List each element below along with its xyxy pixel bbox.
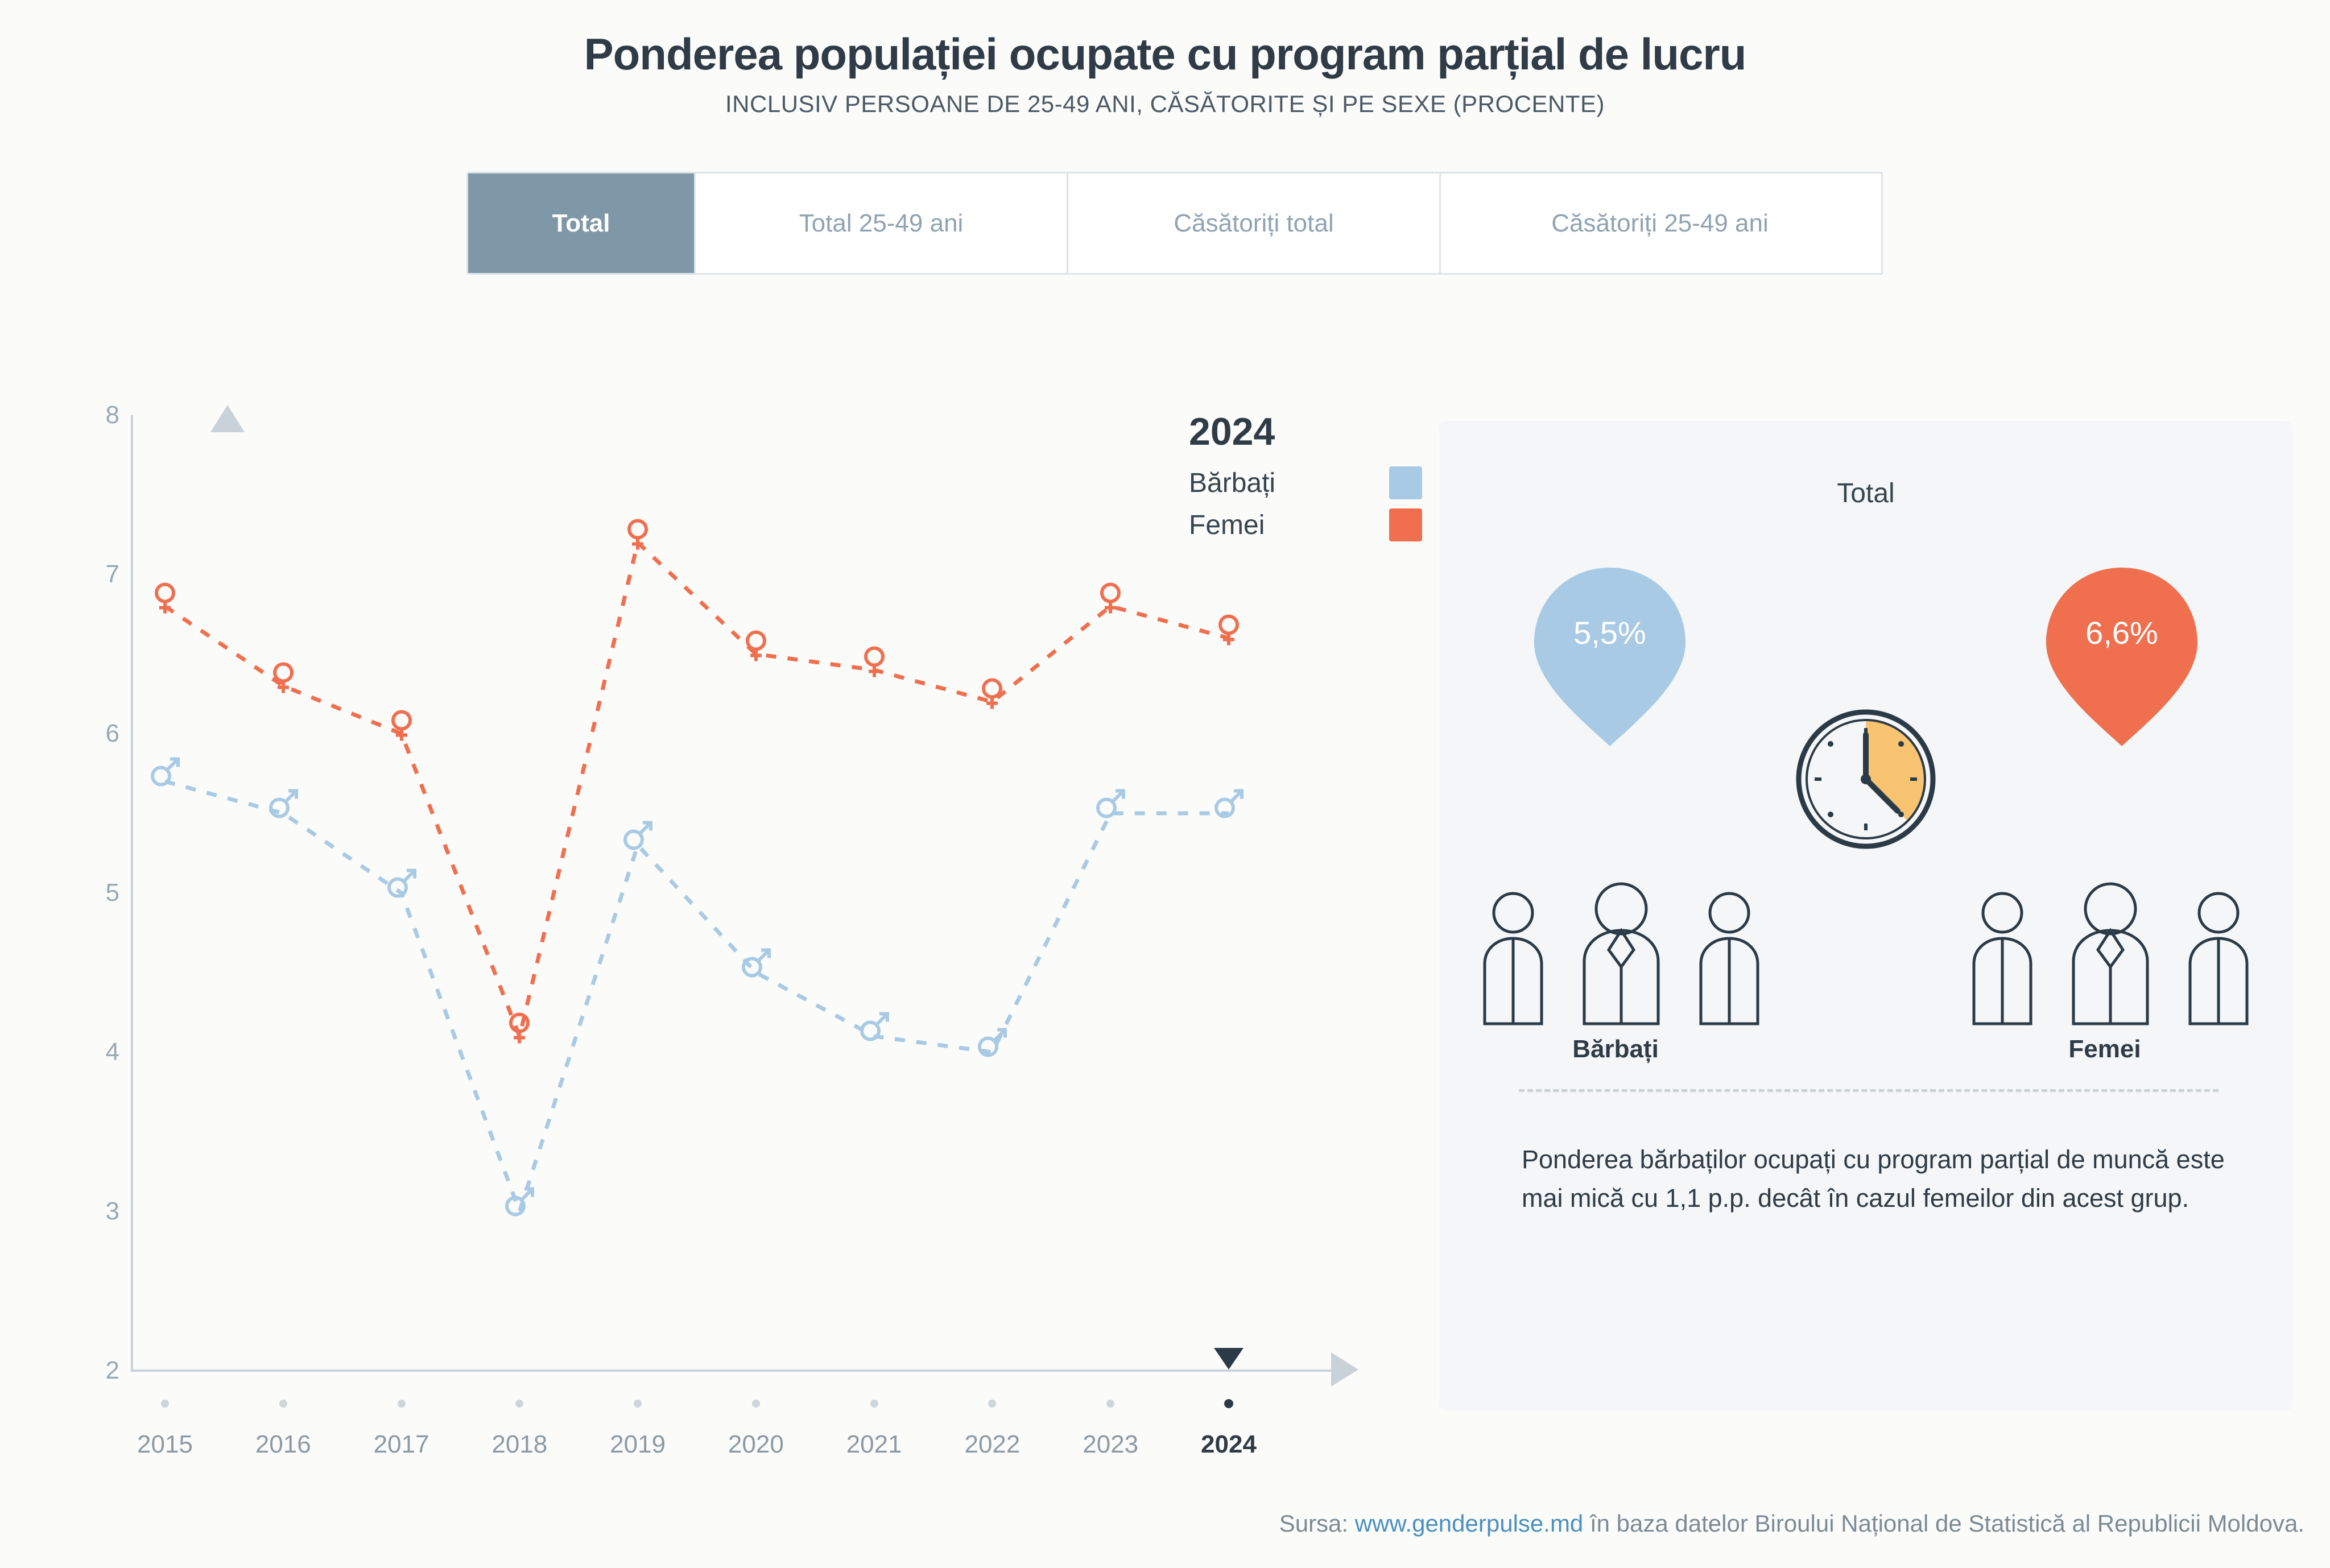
x-tick-2020[interactable]: 2020 — [728, 1430, 784, 1458]
x-tick-2018[interactable]: 2018 — [491, 1430, 548, 1458]
male-symbol-icon — [502, 1185, 537, 1223]
female-symbol-icon — [738, 628, 774, 667]
legend-year: 2024 — [1189, 410, 1275, 453]
tab-casatoriti-total[interactable]: Căsătoriți total — [1068, 173, 1441, 273]
y-tick-5: 5 — [105, 879, 119, 907]
people-label-femei: Femei — [2068, 1035, 2141, 1063]
x-tick-2019[interactable]: 2019 — [610, 1430, 666, 1458]
tab-total-25-49[interactable]: Total 25-49 ani — [696, 173, 1068, 273]
pin-barbati — [1527, 563, 1692, 751]
page-subtitle: INCLUSIV PERSOANE DE 25-49 ANI, CĂSĂTORITE ȘI PE SEXE (PROCENTE) — [725, 90, 1605, 117]
y-tick-3: 3 — [105, 1197, 119, 1225]
map-pin-icon — [2039, 563, 2204, 751]
male-symbol-icon — [857, 1010, 892, 1048]
series-line-bărbați — [165, 781, 1229, 1211]
female-symbol-icon — [857, 644, 892, 682]
series-line-femei — [165, 543, 1229, 1036]
male-symbol-icon — [1211, 787, 1246, 825]
panel-note: Ponderea bărbaților ocupați cu program parțial de muncă este mai mică cu 1,1 p.p. decât în cazul femeilor din acest grup. — [1522, 1145, 2225, 1213]
panel-divider — [1519, 1089, 2219, 1092]
y-tick-2: 2 — [105, 1356, 119, 1384]
female-symbol-icon — [1211, 613, 1246, 651]
legend-swatch-barbati — [1389, 466, 1422, 499]
x-tick-2021[interactable]: 2021 — [846, 1430, 902, 1458]
map-pin-icon — [1527, 563, 1692, 751]
people-group-femei-icon — [1951, 882, 2270, 1029]
x-tick-2023[interactable]: 2023 — [1083, 1430, 1139, 1458]
female-symbol-icon — [1093, 581, 1128, 619]
male-symbol-icon — [620, 818, 655, 857]
male-symbol-icon — [266, 787, 301, 825]
y-tick-4: 4 — [105, 1038, 119, 1066]
x-tick-2015[interactable]: 2015 — [137, 1430, 193, 1458]
male-symbol-icon — [384, 866, 419, 904]
legend-label-barbati: Bărbați — [1189, 467, 1276, 498]
x-tick-2024[interactable]: 2024 — [1201, 1430, 1257, 1458]
female-symbol-icon — [266, 660, 301, 698]
male-symbol-icon — [974, 1025, 1010, 1064]
page-title: Ponderea populației ocupate cu program parțial de lucru — [584, 29, 1746, 79]
tab-bar — [466, 172, 1883, 275]
male-symbol-icon — [738, 946, 774, 984]
x-tick-2017[interactable]: 2017 — [373, 1430, 429, 1458]
people-label-barbati: Bărbați — [1572, 1035, 1659, 1063]
pin-femei — [2039, 563, 2204, 751]
legend-item-femei[interactable] — [1183, 508, 1422, 541]
summary-panel-title: Total — [1837, 478, 1895, 508]
chart-plot-area — [34, 398, 1411, 1439]
female-symbol-icon — [384, 708, 419, 746]
legend-label-femei: Femei — [1189, 510, 1265, 540]
source-line — [0, 1510, 2330, 1537]
source-link[interactable]: www.genderpulse.md — [1354, 1510, 1584, 1537]
female-symbol-icon — [620, 517, 655, 555]
x-tick-2022[interactable]: 2022 — [964, 1430, 1021, 1458]
clock-icon — [1755, 694, 1977, 864]
female-symbol-icon — [147, 581, 183, 619]
line-chart — [34, 398, 1411, 1458]
female-symbol-icon — [502, 1011, 537, 1049]
male-symbol-icon — [1093, 787, 1128, 825]
chart-legend — [1183, 409, 1422, 551]
legend-item-barbati[interactable] — [1183, 466, 1422, 499]
source-suffix: în baza datelor Biroului Național de Statistică al Republicii Moldova. — [1583, 1510, 2304, 1537]
tab-total[interactable]: Total — [468, 173, 696, 273]
people-group-barbati-icon — [1462, 882, 1780, 1029]
y-tick-8: 8 — [105, 401, 119, 429]
x-tick-2016[interactable]: 2016 — [255, 1430, 311, 1458]
pin-value-barbati: 5,5% — [1573, 615, 1646, 651]
pin-value-femei: 6,6% — [2085, 615, 2158, 651]
summary-panel — [1439, 421, 2292, 1410]
y-tick-7: 7 — [105, 560, 119, 588]
tab-casatoriti-25-49[interactable]: Căsătoriți 25-49 ani — [1441, 173, 1879, 273]
y-tick-6: 6 — [105, 719, 119, 747]
page-header — [0, 0, 2330, 118]
source-prefix: Sursa: — [1279, 1510, 1355, 1537]
female-symbol-icon — [974, 676, 1010, 714]
legend-swatch-femei — [1389, 508, 1422, 541]
male-symbol-icon — [147, 755, 183, 793]
